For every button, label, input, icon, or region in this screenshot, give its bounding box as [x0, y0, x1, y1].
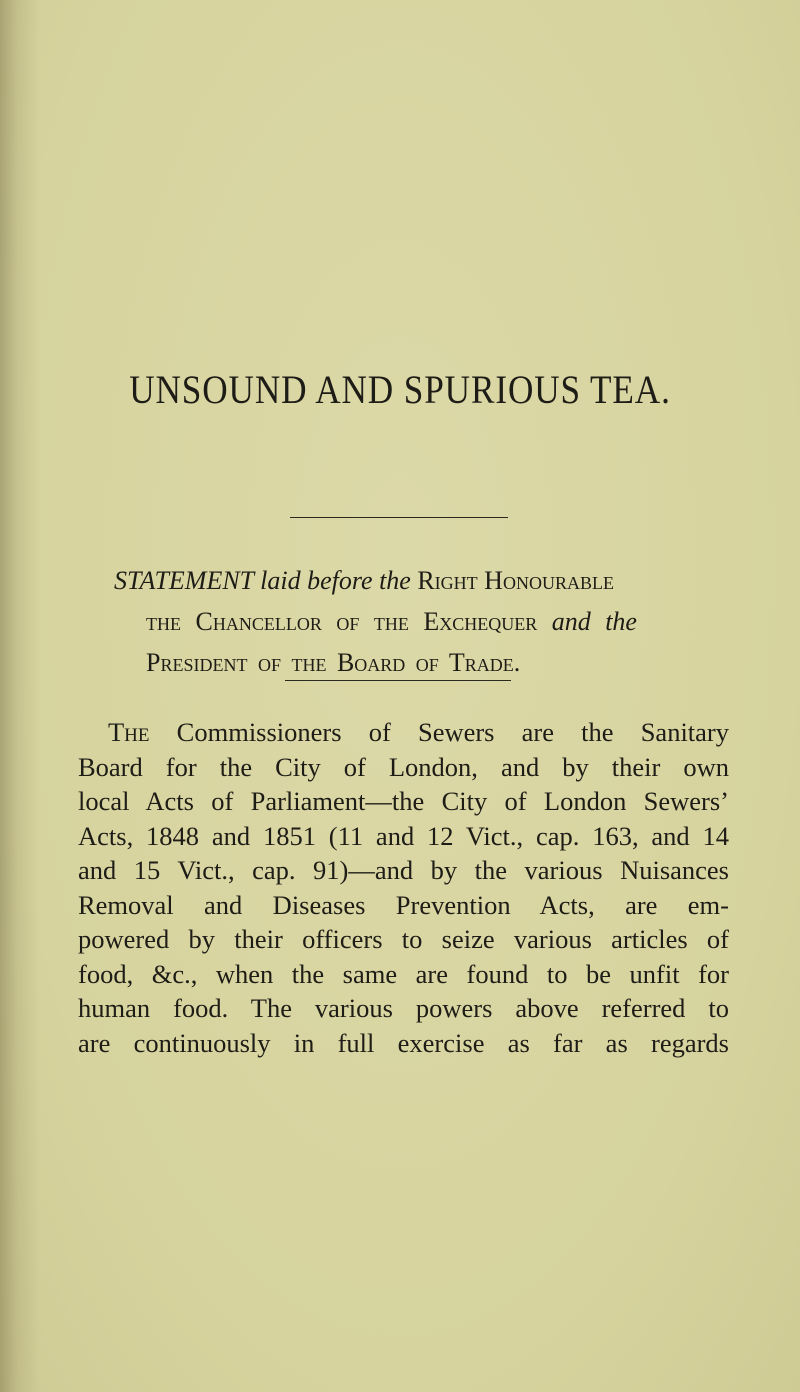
body-line: are continuously in full exercise as far as regards: [78, 1027, 729, 1058]
divider-rule-bottom: [285, 680, 511, 681]
body-opening-word: The: [108, 717, 150, 747]
body-line: human food. The various powers above referred to: [78, 993, 729, 1023]
body-line: The Commissioners of Sewers are the Sanitary: [108, 717, 729, 747]
body-line: local Acts of Parliament—the City of London Sewers’: [78, 786, 729, 816]
statement-board-of-trade: President of the Board of Trade.: [146, 648, 521, 677]
divider-rule-top: [290, 517, 508, 518]
statement-heading: [114, 560, 724, 683]
document-title: UNSOUND AND SPURIOUS TEA.: [129, 367, 671, 412]
body-line: Acts, 1848 and 1851 (11 and 12 Vict., cap. 163, and 14: [78, 820, 729, 851]
body-line: powered by their officers to seize various articles of: [78, 924, 729, 954]
statement-italic-lead: STATEMENT laid before the: [114, 566, 411, 595]
body-line: Removal and Diseases Prevention Acts, are em-: [78, 889, 729, 920]
body-line: food, &c., when the same are found to be unfit for: [78, 958, 729, 989]
statement-and-the: and the: [551, 607, 637, 636]
body-line: Board for the City of London, and by their own: [78, 751, 729, 782]
body-paragraph: [78, 715, 729, 1060]
statement-line-1: [114, 560, 724, 601]
body-line: and 15 Vict., cap. 91)—and by the various Nuisances: [78, 855, 729, 885]
statement-line-3: [114, 642, 724, 683]
statement-line-2: [114, 601, 724, 642]
statement-chancellor: the Chancellor of the Exchequer: [146, 607, 538, 636]
statement-right-honourable: Right Honourable: [417, 566, 614, 595]
